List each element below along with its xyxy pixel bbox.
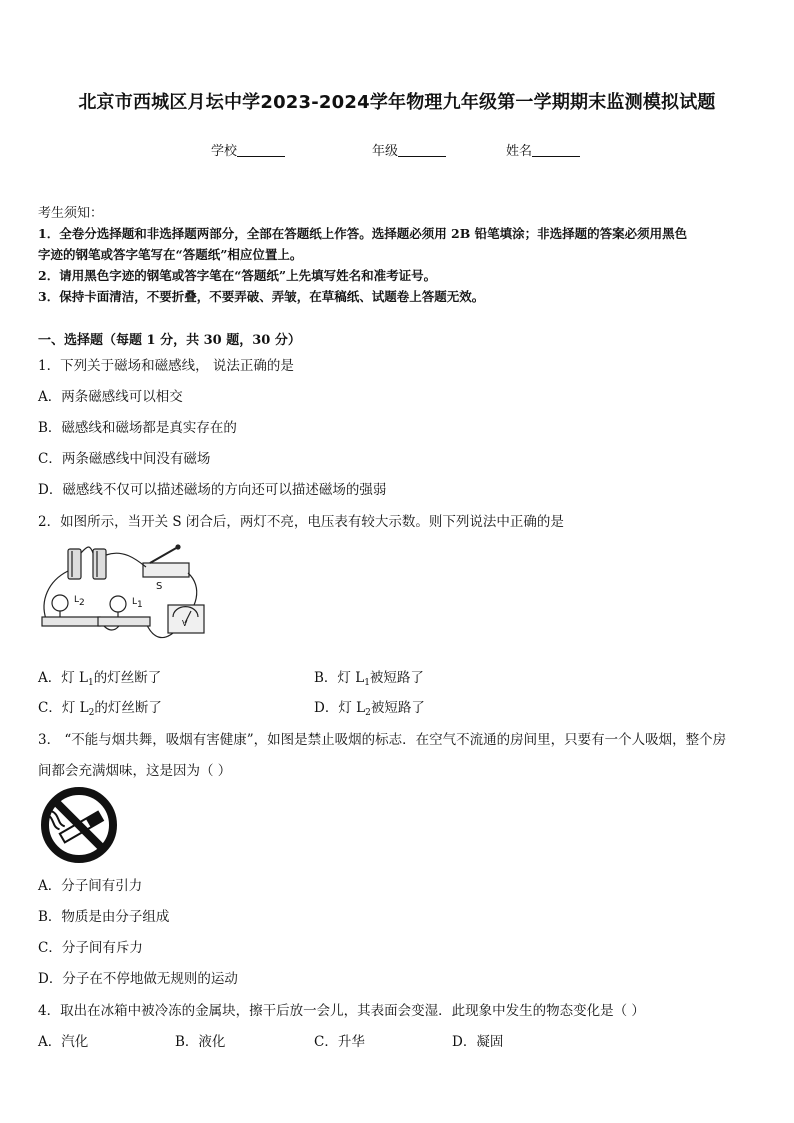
battery-1 [68, 549, 81, 579]
section-heading: 一、选择题（每题 1 分，共 30 题，30 分） [38, 333, 301, 348]
notice-line-1: 1．全卷分选择题和非选择题两部分，全部在答题纸上作答。选择题必须用 2B 铅笔填涂；非选择题的答案必须用黑色 [38, 226, 688, 241]
name-field [506, 140, 580, 159]
q1-option-b: B．磁感线和磁场都是真实存在的 [38, 420, 237, 436]
q4-option-b: B．液化 [175, 1034, 226, 1050]
switch-base [143, 563, 189, 577]
notice-line-2: 2．请用黑色字迹的钢笔或答字笔在“答题纸”上先填写姓名和准考证号。 [38, 268, 437, 283]
q3-option-a: A．分子间有引力 [38, 878, 143, 894]
name-label: 姓名 [506, 144, 533, 159]
q3-stem-line-1: 3． “不能与烟共舞，吸烟有害健康”，如图是禁止吸烟的标志．在空气不流通的房间里，只要有一个人吸烟，整个房 [38, 732, 727, 748]
bulb-l1 [110, 596, 126, 612]
q1-option-d: D．磁感线不仅可以描述磁场的方向还可以描述磁场的强弱 [38, 482, 387, 498]
q3-option-d: D．分子在不停地做无规则的运动 [38, 971, 238, 987]
bulb-l2 [52, 595, 68, 611]
q2-option-a: A．灯 $L_1$的灯丝断了 [38, 670, 162, 688]
q2-option-d: D．灯 $L_2$被短路了 [314, 700, 425, 718]
fig-label-l1: $L_1$ [132, 597, 143, 610]
lamp-l1-base [98, 617, 150, 626]
school-blank [237, 144, 285, 157]
fig-label-v: V [182, 619, 188, 628]
notice-line-3: 3．保持卡面清洁，不要折叠，不要弄破、弄皱，在草稿纸、试题卷上答题无效。 [38, 289, 485, 304]
q3-option-b: B．物质是由分子组成 [38, 909, 170, 925]
name-blank [532, 144, 580, 157]
switch-lever [150, 547, 178, 563]
no-smoking-sign [38, 785, 120, 865]
q4-option-d: D．凝固 [452, 1034, 504, 1050]
q3-option-c: C．分子间有斥力 [38, 940, 143, 956]
q3-stem-line-2: 间都会充满烟味，这是因为（ ） [38, 763, 232, 779]
q2-option-b: B．灯 $L_1$被短路了 [314, 670, 424, 688]
no-smoking-icon [38, 785, 120, 865]
q1-option-c: C．两条磁感线中间没有磁场 [38, 451, 211, 467]
battery-2 [93, 549, 106, 579]
q1-option-a: A．两条磁感线可以相交 [38, 389, 183, 405]
page-title: 北京市西城区月坛中学2023-2024学年物理九年级第一学期期末监测模拟试题 [78, 92, 716, 113]
notice-heading: 考生须知： [38, 206, 104, 221]
fig-label-l2: $L_2$ [74, 595, 85, 608]
q4-option-a: A．汽化 [38, 1034, 89, 1050]
q2-stem: 2．如图所示，当开关 S 闭合后，两灯不亮，电压表有较大示数。则下列说法中正确的是 [38, 514, 564, 530]
grade-blank [398, 144, 446, 157]
q1-stem: 1．下列关于磁场和磁感线， 说法正确的是 [38, 358, 294, 374]
grade-field [372, 140, 446, 159]
fig-label-s: S [156, 581, 163, 592]
school-label: 学校 [211, 144, 238, 159]
q2-option-c: C．灯 $L_2$的灯丝断了 [38, 700, 162, 718]
notice-line-1b: 字迹的钢笔或答字笔写在“答题纸”相应位置上。 [38, 247, 303, 262]
q4-option-c: C．升华 [314, 1034, 365, 1050]
q4-stem: 4．取出在冰箱中被冷冻的金属块，擦干后放一会儿，其表面会变湿．此现象中发生的物态变化是（ ） [38, 1003, 645, 1019]
q2-circuit-figure [38, 541, 210, 649]
lamp-l2-base [42, 617, 100, 626]
grade-label: 年级 [372, 144, 399, 159]
school-field [211, 140, 285, 159]
circuit-diagram [38, 541, 210, 649]
